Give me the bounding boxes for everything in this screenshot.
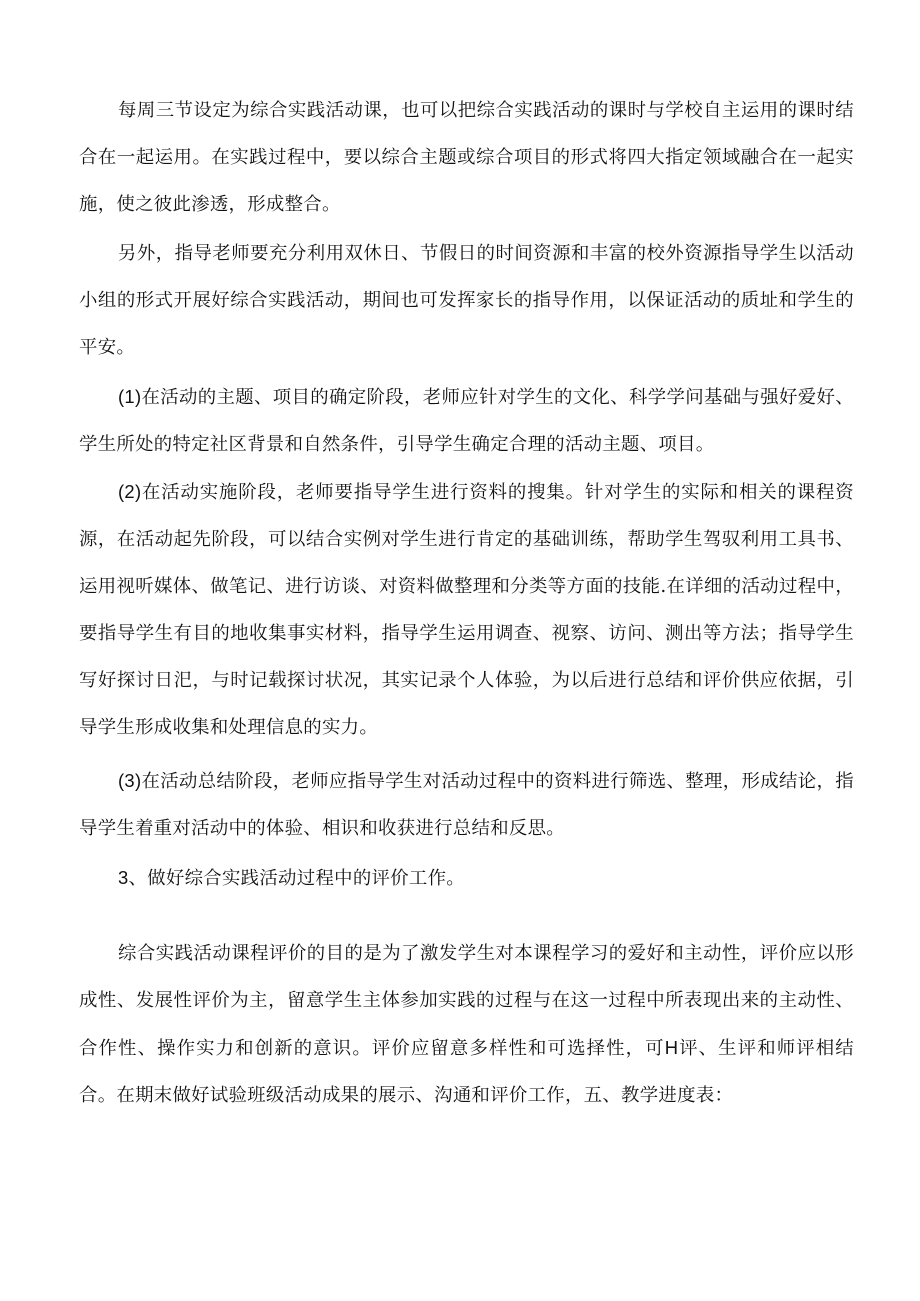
list-item-stage-1 xyxy=(79,373,854,468)
list-item-stage-2 xyxy=(79,468,854,751)
paragraph-evaluation xyxy=(79,930,854,1119)
list-item-stage-3 xyxy=(79,757,854,852)
paragraph-text-part-1: 综合实践活动课程评价的目的是为了激发学生对本课程学习的爱好和主动性，评价应以形成性、发展性评价为主，留意学生主体参加实践的过程与在这一过程中所表现出来的主动性、合作性、操作实力和创新的意识。评价应留意多样性和可选择性，可 xyxy=(79,943,854,1059)
heading-text: 、做好综合实践活动过程中的评价工作。 xyxy=(128,868,465,889)
paragraph-latin-char: H xyxy=(664,1037,679,1058)
list-item-text: 在活动的主题、项目的确定阶段，老师应针对学生的文化、科学学问基础与强好爱好、学生所处的特定社区背景和自然条件，引导学生确定合理的活动主题、项目。 xyxy=(79,387,854,455)
list-item-text: 在活动总结阶段，老师应指导学生对活动过程中的资料进行筛选、整理，形成结论，指导学生着重对活动中的体验、相识和收获进行总结和反思。 xyxy=(79,771,854,839)
heading-number: 3 xyxy=(118,867,129,888)
section-heading-evaluation xyxy=(79,854,854,902)
list-item-number: (2) xyxy=(118,481,142,502)
paragraph-text-part-2: 评、生评和师评相结合。在期末做好试验班级活动成果的展示、沟通和评价工作，五、教学进度表： xyxy=(79,1038,854,1106)
paragraph-schedule: 每周三节设定为综合实践活动课，也可以把综合实践活动的课时与学校自主运用的课时结合在一起运用。在实践过程中，要以综合主题或综合项目的形式将四大指定领域融合在一起实施，使之彼此渗透，形成整合。 xyxy=(79,100,854,215)
paragraph-guidance: 另外，指导老师要充分利用双休日、节假日的时间资源和丰富的校外资源指导学生以活动小组的形式开展好综合实践活动，期间也可发挥家长的指导作用，以保证活动的质址和学生的平安。 xyxy=(79,243,854,358)
list-item-text: 在活动实施阶段，老师要指导学生进行资料的搜集。针对学生的实际和相关的课程资源，在活动起先阶段，可以结合实例对学生进行肯定的基础训练，帮助学生驾驭利用工具书、运用视听媒体、做笔记、进行访谈、对资料做整理和分类等方面的技能.在详细的活动过程中，要指导学生有目的地收集事实材料，指导学生运用调查、视察、访问、测出等方法；指导学生写好探讨日汜，与时记载探讨状况，其实记录个人体验，为以后进行总结和评价供应依据，引导学生形成收集和处理信息的实力。 xyxy=(79,482,854,738)
list-item-number: (1) xyxy=(118,386,142,407)
list-item-number: (3) xyxy=(118,770,142,791)
